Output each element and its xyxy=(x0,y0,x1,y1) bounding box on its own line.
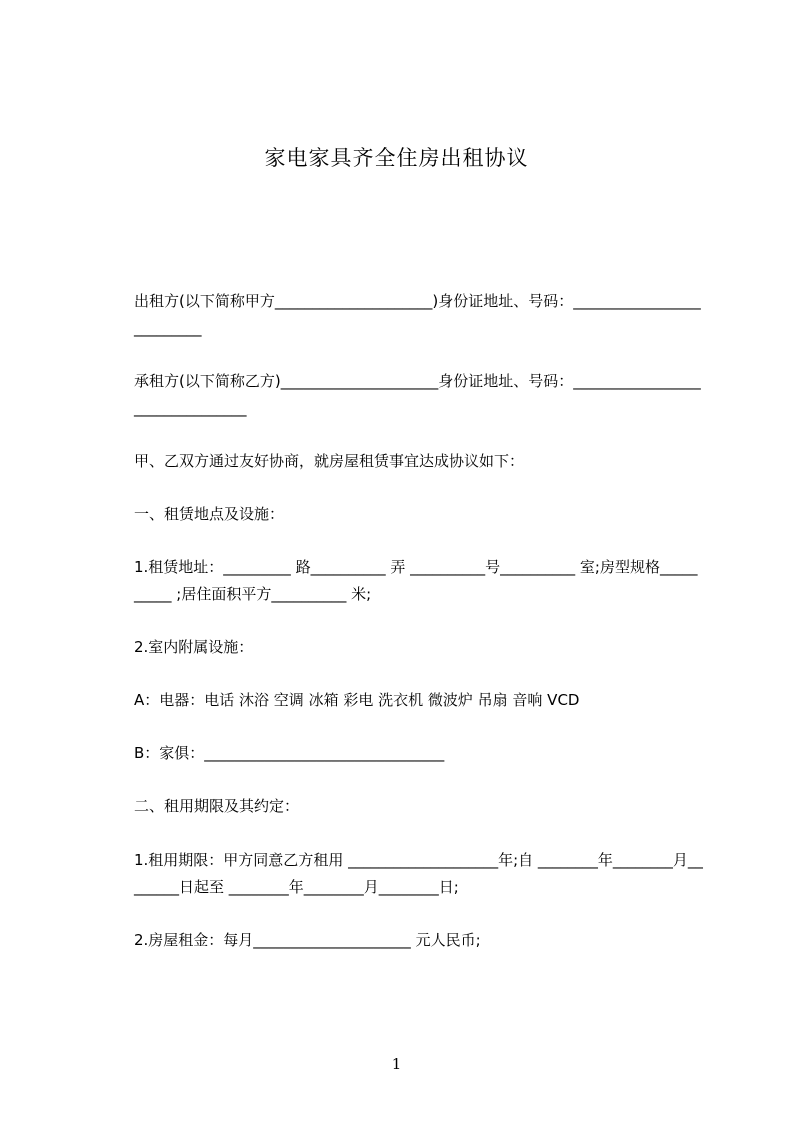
lease-address-item: 1.租赁地址：_________ 路__________ 弄 __________号__________ 室;房型规格__________ ;居住面积平方__________ 米; xyxy=(134,558,698,603)
facilities-item: 2.室内附属设施： xyxy=(134,638,254,656)
section-heading-lease-location: 一、租赁地点及设施： xyxy=(134,505,285,523)
rent-item: 2.房屋租金：每月_____________________ 元人民币; xyxy=(134,931,481,949)
lessee-paragraph: 承租方(以下简称乙方)_____________________身份证地址、号码：________________________________ xyxy=(134,372,701,417)
document-title: 家电家具齐全住房出租协议 xyxy=(264,146,529,170)
page-number: 1 xyxy=(391,1055,402,1073)
lease-term-item: 1.租用期限：甲方同意乙方租用 ____________________年;自 ________年________月________日起至 ________年________月________日; xyxy=(134,851,703,896)
furniture-item: B：家俱：________________________________ xyxy=(134,744,445,762)
appliances-item: A：电器：电话 沐浴 空调 冰箱 彩电 洗衣机 微波炉 吊扇 音响 VCD xyxy=(134,691,580,709)
intro-paragraph: 甲、乙双方通过友好协商，就房屋租赁事宜达成协议如下： xyxy=(134,452,525,470)
section-heading-lease-term: 二、租用期限及其约定： xyxy=(134,797,300,815)
lessor-paragraph: 出租方(以下简称甲方_____________________)身份证地址、号码：__________________________ xyxy=(134,292,701,337)
